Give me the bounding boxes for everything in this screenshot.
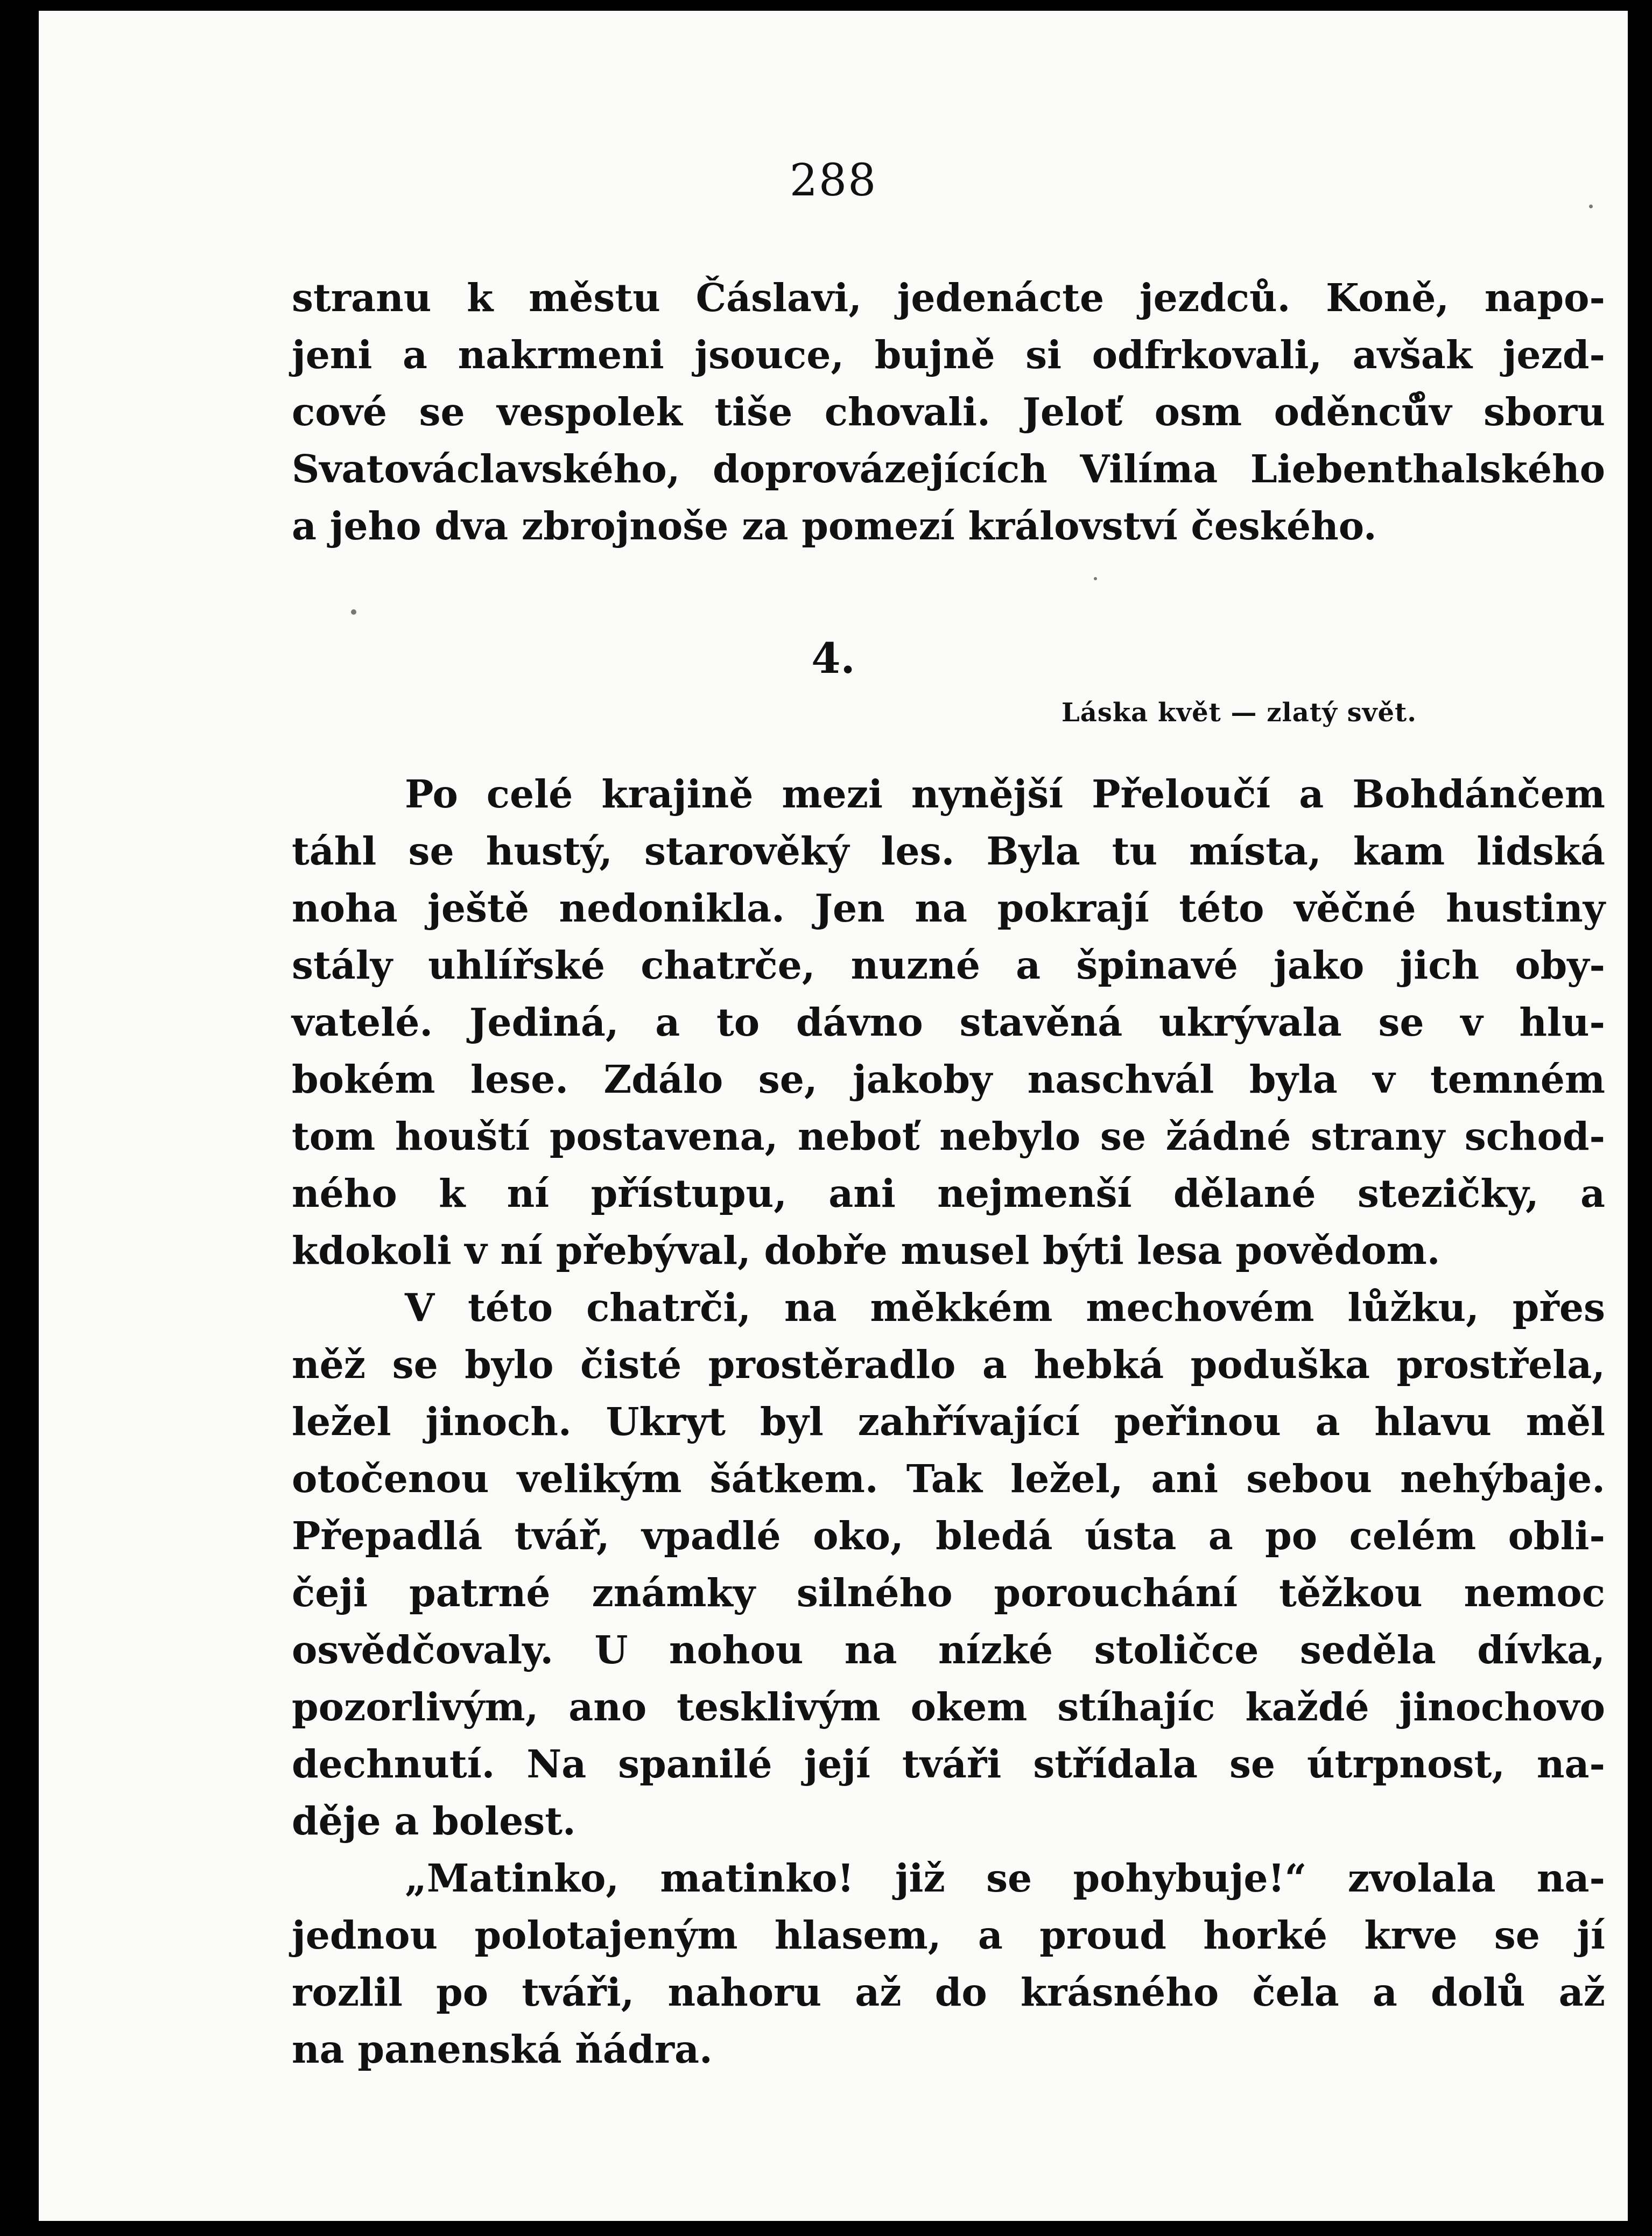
text-line: čeji patrné známky silného porouchání těžkou nemoc — [292, 1570, 1605, 1615]
text-line: otočenou velikým šátkem. Tak ležel, ani sebou nehýbaje. — [292, 1456, 1605, 1501]
text-line: na panenská ňádra. — [292, 2027, 713, 2072]
text-line: pozorlivým, ano tesklivým okem stíhajíc každé jinochovo — [292, 1684, 1605, 1729]
text-line: cové se vespolek tiše chovali. Jeloť osm oděnců̊v sboru — [292, 389, 1605, 434]
text-line: něž se bylo čisté prostěradlo a hebká poduška prostřela, — [292, 1342, 1605, 1387]
text-line: stranu k městu Čáslavi, jedenácte jezdců. Koně, napo- — [292, 275, 1605, 320]
text-line: jednou polotajeným hlasem, a proud horké krve se jí — [292, 1912, 1605, 1958]
scan-speck — [351, 609, 356, 615]
text-line: dechnutí. Na spanilé její tváři střídala se útrpnost, na- — [292, 1741, 1605, 1787]
text-line: „Matinko, matinko! již se pohybuje!“ zvolala na- — [405, 1855, 1605, 1901]
text-line: bokém lese. Zdálo se, jakoby naschvál byla v temném — [292, 1057, 1605, 1102]
text-line: vatelé. Jediná, a to dávno stavěná ukrývala se v hlu- — [292, 1000, 1605, 1045]
text-line: ného k ní přístupu, ani nejmenší dělané stezičky, a — [292, 1171, 1605, 1216]
text-line: rozlil po tváři, nahoru až do krásného čela a dolů až — [292, 1970, 1605, 2015]
scan-speck — [1094, 577, 1097, 580]
text-line: Svatováclavského, doprovázejících Vilíma Liebenthalského — [292, 446, 1605, 491]
text-line: osvědčovaly. U nohou na nízké stoličce seděla dívka, — [292, 1627, 1605, 1672]
text-line: ležel jinoch. Ukryt byl zahřívající peřinou a hlavu měl — [292, 1399, 1605, 1444]
scan-speck — [1589, 205, 1593, 208]
book-page — [39, 11, 1628, 2221]
chapter-number: 4. — [811, 634, 855, 683]
text-line: kdokoli v ní přebýval, dobře musel býti lesa povědom. — [292, 1228, 1440, 1273]
intro-paragraph — [292, 269, 1605, 554]
text-line: Po celé krajině mezi nynější Přeloučí a Bohdánčem — [405, 771, 1605, 817]
text-line: stály uhlířské chatrče, nuzné a špinavé jako jich oby- — [292, 943, 1605, 988]
text-line: jeni a nakrmeni jsouce, bujně si odfrkovali, avšak jezd- — [292, 332, 1605, 377]
text-line: noha ještě nedonikla. Jen na pokrají této věčné hustiny — [292, 885, 1605, 931]
text-line: tom houští postavena, neboť nebylo se žádné strany schod- — [292, 1114, 1605, 1159]
chapter-body — [292, 765, 1605, 2078]
text-line: děje a bolest. — [292, 1798, 576, 1844]
chapter-motto: Láska květ — zlatý svět. — [1062, 698, 1417, 728]
text-line: táhl se hustý, starověký les. Byla tu místa, kam lidská — [292, 828, 1605, 874]
text-line: V této chatrči, na měkkém mechovém lůžku, přes — [405, 1285, 1605, 1330]
text-line: a jeho dva zbrojnoše za pomezí království českého. — [292, 503, 1377, 549]
page-number: 288 — [789, 155, 877, 206]
text-line: Přepadlá tvář, vpadlé oko, bledá ústa a po celém obli- — [292, 1513, 1605, 1558]
